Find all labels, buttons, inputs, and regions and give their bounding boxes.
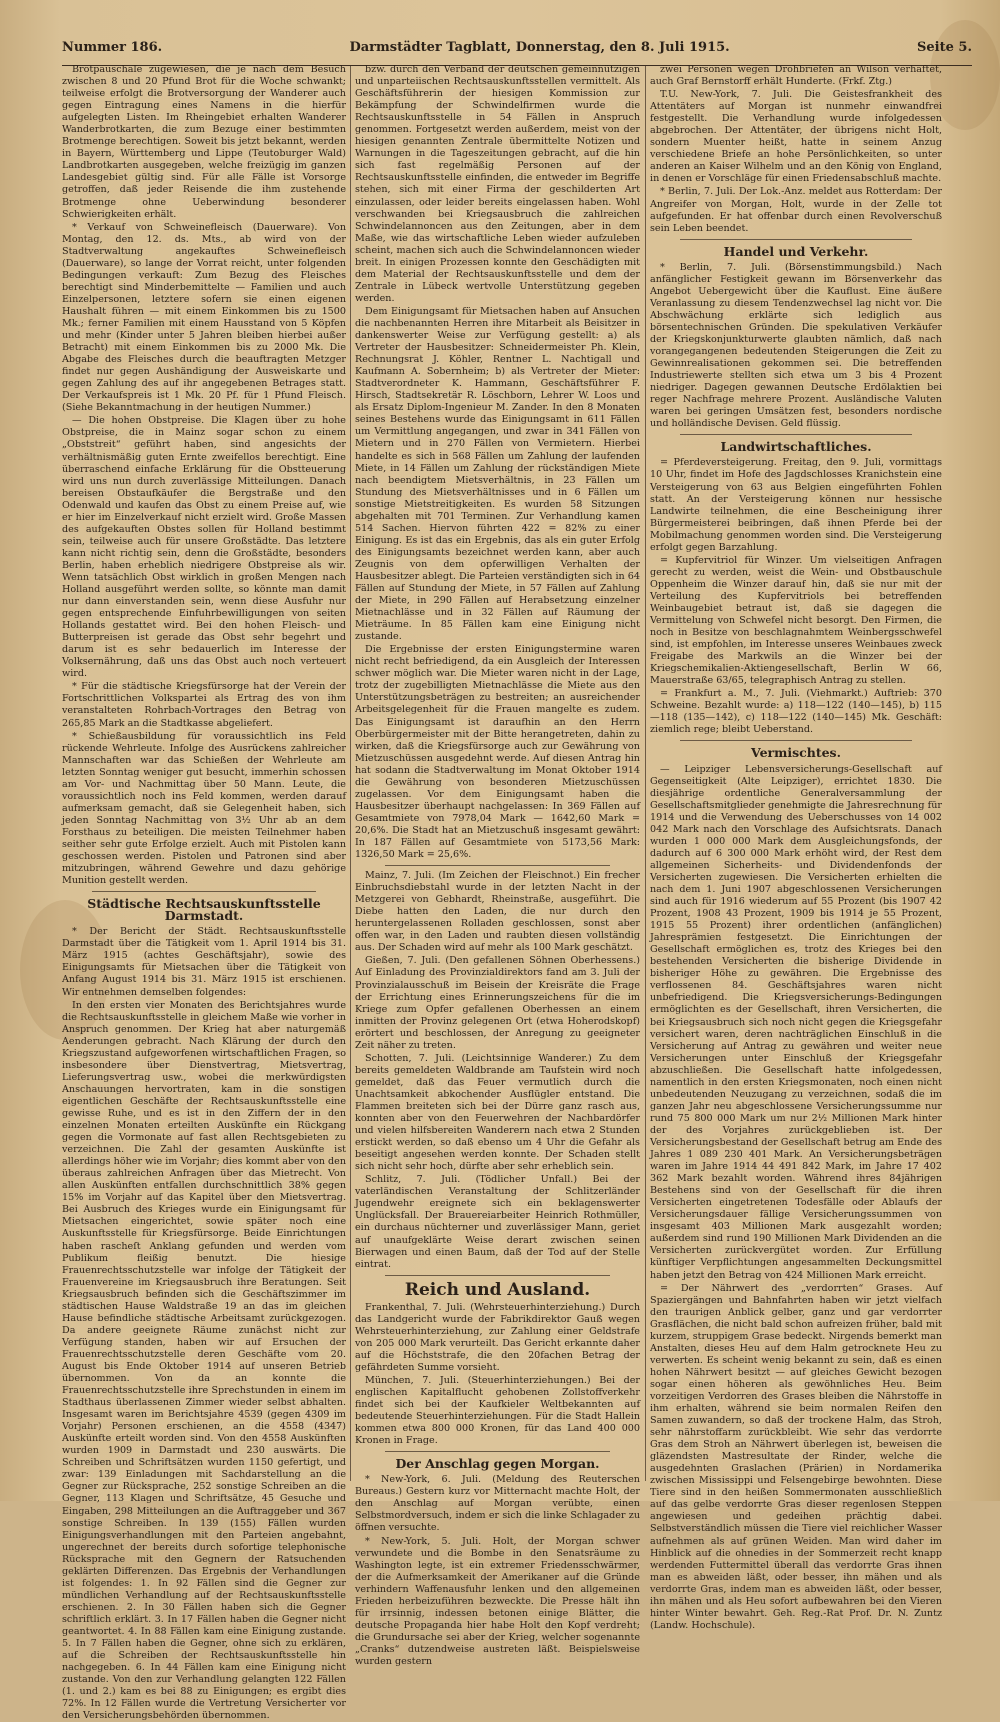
page-header [62,40,972,66]
section-heading: Landwirtschaftliches. [720,439,872,455]
article-paragraph: * New-York, 5. Juli. Holt, der Morgan schwer verwundete und die Bombe in den Senatsräume zu Washington legte, ist ein extremer Friedensschwärmer, der die Aufmerksamkeit der Amerikaner auf die Gründe verhindern Waffenausfuhr lenken und den allgemeinen Frieden herbeizuführen bezweckte. Die Presse hält ihn für irrsinnig, indessen betonen einige Blätter, die deutsche Propaganda hier habe Holt den Kopf verdreht; die Grundursache sei aber der Krieg, welcher sogenannte „Cranks“ dutzendweise austreten läßt. Beispielsweise wurden gestern [355,1535,640,1667]
article-paragraph: Gießen, 7. Juli. (Den gefallenen Söhnen Oberhessens.) Auf Einladung des Provinzialdirektors fand am 3. Juli der Provinzialausschuß im Beisein der Kreisräte die Frage der Errichtung eines Erinnerungszeichens für die im Kriege zum Opfer gefallenen Oberhessen an einem inmitten der Provinz gelegenen Ort (etwa Hoherodskopf) erörtert und beschlossen, der Anregung zu geeigneter Zeit näher zu treten. [355,955,640,1051]
article-paragraph: Schotten, 7. Juli. (Leichtsinnige Wanderer.) Zu dem bereits gemeldeten Waldbrande am Taufstein wird noch gemeldet, daß das Feuer vermutlich durch die Unachtsamkeit abkochender Ausflügler entstand. Die Flammen breiteten sich bei der Dürre ganz rasch aus, konnten aber von den Feuerwehren der Nachbardörfer und vielen hilfsbereiten Wanderern nach etwa 2 Stunden erstickt werden, so daß ebenso um 4 Uhr die Gefahr als beseitigt angesehen werden konnte. Der Schaden stellt sich nicht sehr hoch, dürfte aber sehr erheblich sein. [355,1052,640,1173]
article-paragraph: bzw. durch den Verband der deutschen gemeinnützigen und unparteiischen Rechtsauskunftsstellen vermittelt. Als Geschäftsführerin der hiesigen Kommission zur Bekämpfung der Schwindelfirmen wurde die Rechtsauskunftsstelle in 54 Fällen in Anspruch genommen. Fortgesetzt werden außerdem, meist von der hiesigen genannten Zentrale übermittelte Notizen und Warnungen in die Tageszeitungen gebracht, auf die hin sich fast regelmäßig Personen auf der Rechtsauskunftsstelle einfinden, die entweder im Begriffe stehen, sich mit einer Firma der geschilderten Art einzulassen, oder leider bereits eingelassen haben. Wohl verschwanden bei Kriegsausbruch die zahlreichen Schwindelannoncen aus den Zeitungen, aber in dem Maße, wie das wirtschaftliche Leben wieder aufzuleben scheint, machen sich auch die Schwindelannoncen wieder breit. In einigen Prozessen konnte den Geschädigten mit dem Material der Rechtsauskunftsstelle und dem der Zentrale in Lübeck wertvolle Unterstützung gegeben werden. [355,64,640,304]
section-heading: Der Anschlag gegen Morgan. [395,1456,600,1472]
article-paragraph: * Der Bericht der Städt. Rechtsauskunftsstelle Darmstadt über die Tätigkeit vom 1. April 1914 bis 31. März 1915 (achtes Geschäftsjahr), sowie des Einigungsamts für Mietsachen über die Tätigkeit von Anfang August 1914 bis 31. März 1915 ist erschienen. Wir entnehmen demselben folgendes: [62,926,346,998]
article-paragraph: In den ersten vier Monaten des Berichtsjahres wurde die Rechtsauskunftsstelle in gleichem Maße wie vorher in Anspruch genommen. Der Krieg hat aber naturgemäß Aenderungen gebracht. Nach Klärung der durch den Kriegszustand aufgeworfenen wirtschaftlichen Fragen, so insbesondere über Dienstvertrag, Mietsvertrag, Lieferungsvertrag usw., wobei die merkwürdigsten Anschauungen hervortraten, kam in die sonstigen eigentlichen Geschäfte der Rechtsauskunftsstelle eine gewisse Ruhe, und es ist in den Ziffern der in den einzelnen Monaten erteilten Auskünfte ein Rückgang gegen die Vormonate auf fast allen Rechtsgebieten zu verzeichnen. Die Zahl der gesamten Auskünfte ist allerdings höher wie im Vorjahr; dies kommt aber von den überaus zahlreichen Anfragen über das Mietrecht. Von allen Auskünften entfallen durchschnittlich 38% gegen 15% im Vorjahr auf das Kapitel über den Mietsvertrag. Bei Ausbruch des Krieges wurde ein Einigungsamt für Mietsachen eingerichtet, sowie später noch eine Auskunftsstelle für Kriegsfürsorge. Beide Einrichtungen haben rascheſt Anklang gefunden und werden vom Publikum fleißig benutzt. Die hiesige Frauenrechtsschutzstelle war infolge der Tätigkeit der Frauenvereine im Kriegsausbruch ihre Beratungen. Seit Kriegsausbruch befinden sich die Geschäftszimmer im städtischen Hause Waldstraße 19 an das im gleichen Hause befindliche städtische Arbeitsamt zurückgezogen. Da andere geeignete Räume zunächst nicht zur Verfügung standen, haben wir auf Ersuchen der Frauenrechtsschutzstelle deren Geschäfte vom 20. August bis Ende Oktober 1914 auf unseren Betrieb übernommen. Von da an konnte die Frauenrechtsschutzstelle ihre Sprechstunden in einem im Stadthaus überlassenen Zimmer wieder selbst abhalten. Insgesamt waren im Berichtsjahre 4539 (gegen 4309 im Vorjahr) Personen erschienen, an die 4558 (4347) Auskünfte erteilt worden sind. Von den 4558 Auskünften wurden 1909 in Darmstadt und 230 auswärts. Die Schreiben und Schriftsätzen wurden 1150 gefertigt, und zwar: 139 Einladungen mit Sachdarstellung an die Gegner zur Rücksprache, 252 sonstige Schreiben an die Gegner, 113 Klagen und Schriftsätze, 45 Gesuche und Eingaben, 298 Mitteilungen an die Auftraggeber und 367 sonstige Schreiben. In 139 (155) Fällen wurden Einigungsverhandlungen mit den Parteien angebahnt, ungerechnet der bereits durch sofortige telephonische Rücksprache mit den Gegnern der Ratsuchenden geklärten Differenzen. Das Ergebnis der Verhandlungen ist folgendes: 1. In 92 Fällen sind die Gegner zur mündlichen Verhandlung auf der Rechtsauskunftsstelle erschienen. 2. In 30 Fällen haben sich die Gegner schriftlich erklärt. 3. In 17 Fällen haben die Gegner nicht geantwortet. 4. In 88 Fällen kam eine Einigung zustande. 5. In 7 Fällen haben die Gegner, ohne sich zu erklären, auf die Schreiben der Rechtsauskunftsstelle hin nachgegeben. 6. In 44 Fällen kam eine Einigung nicht zustande. Von den zur Verhandlung gelangten 122 Fällen (1. und 2.) kam es bei 88 zu Einigungen; es ergibt dies 72%. In 12 Fällen wurde die Vertretung Versicherter vor den Versicherungsbehörden übernommen. [62,999,346,1722]
article-paragraph: Schlitz, 7. Juli. (Tödlicher Unfall.) Bei der vaterländischen Veranstaltung der Schlitzerländer Jugendwehr ereignete sich ein beklagenswerter Unglücksfall. Der Brauereiarbeiter Heinrich Rothmüller, ein durchaus nüchterner und zuverlässiger Mann, geriet auf unaufgeklärte Weise derart zwischen seinen Bierwagen und einen Baum, daß der Tod auf der Stelle eintrat. [355,1174,640,1270]
article-paragraph: — Die hohen Obstpreise. Die Klagen über zu hohe Obstpreise, die in Mainz sogar schon zu einem „Obststreit“ geführt haben, sind angesichts der verhältnismäßig guten Ernte zweifellos berechtigt. Eine überraschend einfache Erklärung für die Obstteuerung wird uns nun durch zuverlässige Mitteilungen. Danach bereisen Obstaufkäufer die Bergstraße und den Odenwald und kaufen das Obst zu einem Preise auf, wie er hier im Einzelverkauf nicht erzielt wird. Große Massen des aufgekauften Obstes sollen für Holland bestimmt sein, teilweise auch für unsere Großstädte. Das letztere kann nicht richtig sein, denn die Großstädte, besonders Berlin, haben erheblich niedrigere Obstpreise als wir. Wenn tatsächlich Obst wirklich in großen Mengen nach Holland ausgeführt werden sollte, so könnte man damit nur dann einverstanden sein, wenn diese Ausfuhr nur gegen entsprechende Einfuhrbewilligungen von seiten Hollands gestattet wird. Bei den hohen Fleisch- und Butterpreisen ist gerade das Obst sehr begehrt und darum ist es sehr bedauerlich im Interesse der Volksernährung, daß uns das Obst auch noch verteuert wird. [62,415,346,680]
divider [680,239,912,240]
article-paragraph: Dem Einigungsamt für Mietsachen haben auf Ansuchen die nachbenannten Herren ihre Mitarbeit als Beisitzer in dankenswerter Weise zur Verfügung gestellt: a) als Vertreter der Hausbesitzer: Schneidermeister Ph. Klein, Rechnungsrat J. Köhler, Rentner L. Nachtigall und Kaufmann A. Sobernheim; b) als Vertreter der Mieter: Stadtverordneter K. Hammann, Geschäftsführer F. Hirsch, Stadtsekretär R. Löschborn, Lehrer W. Loos und als Ersatz Diplom-Ingenieur M. Zander. In den 8 Monaten seines Bestehens wurde das Einigungsamt in 611 Fällen um Vermittlung angegangen, und zwar in 341 Fällen von Mietern und in 270 Fällen von Vermietern. Hierbei handelte es sich in 568 Fällen um Zahlung der laufenden Miete, in 14 Fällen um Zahlung der rückständigen Miete nach beendigtem Mietsverhältnis, in 23 Fällen um Stundung des Mietsverhältnisses und in 6 Fällen um sonstige Mietstreitigkeiten. Es wurden 58 Sitzungen abgehalten mit 701 Terminen. Zur Verhandlung kamen 514 Sachen. Hiervon führten 422 = 82% zu einer Einigung. Es ist das ein Ergebnis, das als ein guter Erfolg des Einigungsamts bezeichnet werden kann, aber auch Zeugnis von dem opferwilligen Verhalten der Hausbesitzer ablegt. Die Parteien verständigten sich in 64 Fällen auf Stundung der Miete, in 57 Fällen auf Zahlung der Miete, in 290 Fällen auf Herabsetzung einzelner Mietnachlässe und in 32 Fällen auf Räumung der Mieträume. In 85 Fällen kam eine Einigung nicht zustande. [355,305,640,643]
divider [680,740,912,741]
article-paragraph: Brotpauschale zugewiesen, die je nach dem Besuch zwischen 8 und 20 Pfund Brot für die Woche schwankt; teilweise erfolgt die Brotversorgung der Wanderer auch gegen Eintragung eines Namens in die hierfür aufgelegten Listen. Im Rheingebiet erhalten Wanderer Wanderbrotkarten, die zum Bezuge einer bestimmten Brotmenge berechtigen. Soweit bis jetzt bekannt, werden in Bayern, Württemberg und Lippe (Teutoburger Wald) Landbrotkarten ausgegeben, welche freizügig im ganzen Landesgebiet gültig sind. Für alle Fälle ist Vorsorge getroffen, daß jeder Reisende die ihm zustehende Brotmenge ohne Ueberwindung besonderer Schwierigkeiten erhält. [62,64,346,220]
article-paragraph: * New-York, 6. Juli. (Meldung des Reuterschen Bureaus.) Gestern kurz vor Mitternacht machte Holt, der den Anschlag auf Morgan verübte, einen Selbstmordversuch, indem er sich die linke Schlagader zu öffnen versuchte. [355,1474,640,1534]
article-paragraph: * Berlin, 7. Juli. (Börsenstimmungsbild.) Nach anfänglicher Festigkeit gewann im Börsenverkehr das Angebot Uebergewicht über die Kauflust. Eine äußere Veranlassung zu diesem Tendenzwechsel lag nicht vor. Die Abschwächung erklärte sich lediglich aus börsentechnischen Gründen. Die spekulativen Verkäufer der Kriegskonjunkturwerte glaubten nämlich, daß nach vorangegangenen bedeutenden Steigerungen die Zeit zu Gewinnrealisationen gekommen sei. Die betreffenden Industriewerte stellten sich etwa um 3 bis 4 Prozent niedriger. Dagegen gewannen Deutsche Erdölaktien bei reger Nachfrage mehrere Prozent. Ausländische Valuten waren bei geringen Umsätzen fest, besonders nordische und holländische Devisen. Geld flüssig. [650,261,942,430]
article-paragraph: = Der Nährwert des „verdorrten“ Grases. Auf Spaziergängen und Bahnfahrten haben wir jetzt vielfach den traurigen Anblick gelber, ganz und gar verdorrter Grasflächen, die nicht bald schon aufreizen früher, bald mit kurzem, struppigem Grase bedeckt. Nirgends bemerkt man Anstalten, dieses Heu auf dem Halm getrocknete Heu zu verwerten. Es scheint wenig bekannt zu sein, daß es einen hohen Nährwert besitzt — auf gleiches Gewicht bezogen sogar einen höheren als gewöhnliches Heu. Beim vorzeitigen Verdorren des Grases bleiben die Nährstoffe in ihm erhalten, während sie beim normalen Reifen den Samen zuwandern, so daß der trockene Halm, das Stroh, sehr nährstoffarm zurückbleibt. Wie sehr das verdorrte Gras dem Stroh an Nährwert überlegen ist, beweisen die gläzendsten Mastresultate der Rinder, welche die ausgedehnten Graslachen (Prärien) in Nordamerika zwischen Mississippi und Felsengebirge bewohnten. Diese Tiere sind in den heißen Sommermonaten ausschließlich auf das gelbe verdorrte Gras dieser regenlosen Steppen angewiesen und gedeihen prächtig dabei. Selbstverständlich müssen die Tiere viel reichlicher Wasser aufnehmen als auf grünen Weiden. Man wird daher im Hinblick auf die ohnedies in der Sommerzeit recht knapp werdenden Futtermittel überall das verdorrte Gras ihnen man es abweiden läßt, oder besser, ihn mähen und als verdorrte Gras, indem man es abweiden läßt, oder besser, ihn mähen und als Heu sofort aufbewahren bei den Vieren hinter Winter bewahrt. Geh. Reg.-Rat Prof. Dr. N. Zuntz (Landw. Hochschule). [650,1282,942,1631]
column-2 [355,64,640,1667]
article-paragraph: * Berlin, 7. Juli. Der Lok.-Anz. meldet aus Rotterdam: Der Angreifer von Morgan, Holt, wurde in der Zelle tot aufgefunden. Er hat offenbar durch einen Revolverschuß sein Leben beendet. [650,186,942,234]
divider [385,865,610,866]
divider [385,1451,610,1452]
article-paragraph: — Leipziger Lebensversicherungs-Gesellschaft auf Gegenseitigkeit (Alte Leipziger), errichtet 1830. Die diesjährige ordentliche Generalversammlung der Gesellschaftsmitglieder genehmigte die Jahresrechnung für 1914 und die Verwendung des Ueberschusses von 14 002 042 Mark nach den Vorschlage des Aufsichtsrats. Danach wurden 1 000 000 Mark dem Ausgleichungsfonds, der dadurch auf 6 300 000 Mark erhöht wird, der Rest dem allgemeinen Sicherheits- und Dividendenfonds der Versicherten zugewiesen. Die Versicherten erhielten die nach dem 1. Juni 1907 abgeschlossenen Versicherungen sind auch für 1916 wiederum auf 55 Prozent (bis 1907 42 Prozent, 1908 43 Prozent, 1909 bis 1914 je 55 Prozent, 1915 55 Prozent) ihrer ordentlichen (anfänglichen) Jahresprämien festgesetzt. Die Einrichtungen der Gesellschaft ermöglichen es, trotz des Krieges bei den bestehenden Versicherten die bisherige Dividende in bisheriger Höhe zu gewähren. Die Ergebnisse des verflossenen 84. Geschäftsjahres waren nicht unbefriedigend. Die Kriegsversicherungs-Bedingungen ermöglichten es der Gesellschaft, ihren Versicherten, die bei Kriegsausbruch sich noch nicht gegen die Kriegsgefahr versichert waren, deren nachträglichen Einschluß in die Versicherung auf Antrag zu gewähren und weiter neue Versicherungen unter Einschluß der Kriegsgefahr abzuschließen. Die Gesellschaft hatte infolgedessen, namentlich in den ersten Kriegsmonaten, noch einen nicht unbedeutenden Neuzugang zu verzeichnen, sodaß die im ganzen Jahr neu abgeschlossene Versicherungssumme nur rund 75 800 000 Mark um nur 2½ Millionen Mark hinter der des Vorjahres zurückgeblieben ist. Der Versicherungsbestand der Gesellschaft betrug am Ende des Jahres 1 089 230 401 Mark. An Versicherungsbeträgen waren im Jahre 1914 44 491 842 Mark, im Jahre 17 402 362 Mark bezahlt worden. Während ihres 84jährigen Bestehens sind von der Gesellschaft für die ihren Versicherten eingetretenen Todesfälle oder Ablaufs der Versicherungsdauer fällige Versicherungssummen von insgesamt 403 Millionen Mark ausgezahlt worden; außerdem sind rund 190 Millionen Mark Dividenden an die Versicherten zurückvergütet worden. Zur Erfüllung künftiger Verpflichtungen angesammelten Deckungsmittel haben jetzt den Betrag von 424 Millionen Mark erreicht. [650,763,942,1281]
page-number: Seite 5. [917,40,972,55]
masthead-title: Darmstädter Tagblatt, Donnerstag, den 8. Juli 1915. [349,40,730,55]
article-paragraph: Mainz, 7. Juli. (Im Zeichen der Fleischnot.) Ein frecher Einbruchsdiebstahl wurde in der letzten Nacht in der Metzgerei von Gebhardt, Rheinstraße, ausgeführt. Die Diebe hatten den Laden, die nur durch den heruntergelassenen Rolladen geschlossen, sonst aber offen war, in den Laden und raubten diesen vollständig aus. Der Schaden wird auf mehr als 100 Mark geschätzt. [355,870,640,954]
divider [92,891,316,892]
section-heading: Städtische Rechtsauskunftsstelle Darmstadt. [87,896,321,924]
article-paragraph: Frankenthal, 7. Juli. (Wehrsteuerhinterziehung.) Durch das Landgericht wurde der Fabrikdirektor Gauß wegen Wehrsteuerhinterziehung, zur Zahlung einer Geldstrafe von 205 000 Mark verurteilt. Das Gericht erkannte daher auf die Höchststrafe, die den 20fachen Betrag der gefährdeten Summe vorsieht. [355,1301,640,1373]
section-heading: Vermischtes. [751,745,841,761]
column-rule [350,66,351,1481]
article-paragraph: = Kupfervitriol für Winzer. Um vielseitigen Anfragen gerecht zu werden, weist die Wein- und Obstbauschule Oppenheim die Winzer darauf hin, daß sie nur mit der Verteilung des Kupfervitriols bei betreffenden Weinbaugebiet betraut ist, daß sie dagegen die Vermittelung von Schwefel nicht besorgt. Den Firmen, die noch in Besitze von beschlagnahmtem Weinbergsschwefel sind, ist empfohlen, im Interesse unseres Weinbaues zweck Freigabe des Markwils an die Winzer bei der Kriegschemikalien-Aktiengesellschaft, Berlin W 66, Mauerstraße 63/65, telegraphisch Antrag zu stellen. [650,554,942,687]
issue-number: Nummer 186. [62,40,163,55]
article-paragraph: zwei Personen wegen Drohbriefen an Wilson verhaftet, auch Graf Bernstorff erhält Hunderte. (Frkf. Ztg.) [650,64,942,88]
article-paragraph: = Pferdeversteigerung. Freitag, den 9. Juli, vormittags 10 Uhr, findet im Hofe des Jagdschlosses Kranichstein eine Versteigerung von 63 aus Belgien eingeführten Fohlen statt. An der Versteigerung können nur hessische Landwirte teilnehmen, die eine Bescheinigung ihrer Bürgermeisterei beibringen, daß ihnen Pferde bei der Mobilmachung genommen worden sind. Die Versteigerung erfolgt gegen Barzahlung. [650,457,942,553]
article-paragraph: München, 7. Juli. (Steuerhinterziehungen.) Bei der englischen Kapitalflucht gehobenen Zollstoffverkehr findet sich bei der Kaufkieler Weltbekannten auf bedeutende Steuerhinterziehungen. Für die Stadt Hallein kommen etwa 800 000 Kronen, für das Land 400 000 Kronen in Frage. [355,1374,640,1447]
column-3 [650,64,942,1631]
section-heading: Reich und Ausland. [404,1279,591,1300]
column-1 [62,64,346,1722]
article-paragraph: * Verkauf von Schweinefleisch (Dauerware). Von Montag, den 12. ds. Mts., ab wird von der Stadtverwaltung angekauftes Schweinefleisch (Dauerware), so lange der Vorrat reicht, unter folgenden Bedingungen verkauft: Zum Bezug des Fleisches berechtigt sind Minderbemittelte — Familien und auch Einzelpersonen, letztere sofern sie einen eigenen Haushalt führen — mit einem Einkommen bis zu 1500 Mk.; ferner Familien mit einem Hausstand von 5 Köpfen und mehr (Kinder unter 5 Jahren bleiben hierbei außer Betracht) mit einem Einkommen bis zu 2000 Mk. Die Abgabe des Fleisches durch die beauftragten Metzger findet nur gegen Aushändigung der Ausweiskarte und gegen Zahlung des auf ihr angegebenen Betrages statt. Der Verkaufspreis ist 1 Mk. 20 Pf. für 1 Pfund Fleisch. (Siehe Bekanntmachung in der heutigen Nummer.) [62,221,346,414]
article-paragraph: Die Ergebnisse der ersten Einigungstermine waren nicht recht befriedigend, da ein Ausgleich der Interessen schwer möglich war. Die Mieter waren nicht in der Lage, trotz der zugebilligten Mietnachlässe die Miete aus den Unterstützungsbeträgen zu bestreiten; an ausreichender Arbeitsgelegenheit für die Frauen mangelte es zudem. Das Einigungsamt ist daraufhin an den Herrn Oberbürgermeister mit der Bitte herangetreten, dahin zu wirken, daß die Kriegsfürsorge auch zur Gewährung von Mietzuschüssen ausgedehnt werde. Auf diesen Antrag hin hat sodann die Stadtverwaltung im Monat Oktober 1914 die Gewährung von besonderen Mietzuschüssen zugelassen. Vor dem Einigungsamt haben die Hausbesitzer überhaupt nachgelassen: In 369 Fällen auf Gesamtmiete von 7978,04 Mark — 1642,60 Mark = 20,6%. Die Stadt hat an Mietzuschuß insgesamt gewährt: In 187 Fällen auf Gesamtmiete von 5173,56 Mark: 1326,50 Mark = 25,6%. [355,644,640,861]
divider [680,434,912,435]
article-paragraph: * Schießausbildung für voraussichtlich ins Feld rückende Wehrleute. Infolge des Ausrückens zahlreicher Mannschaften war das Schießen der Wehrleute am letzten Sonntag weniger gut besucht, immerhin schossen am Vor- und Nachmittag über 50 Mann. Leute, die voraussichtlich noch ins Feld kommen, werden darauf aufmerksam gemacht, daß sie Gelegenheit haben, sich jeden Sonntag Nachmittag von 3½ Uhr ab an dem Forsthaus zu beteiligen. Die meisten Teilnehmer haben seither sehr gute Erfolge erzielt. Auch mit Pistolen kann geschossen werden. Pistolen und Patronen sind aber mitzubringen, während Gewehre und dazu gehörige Munition gestellt werden. [62,730,346,887]
section-heading: Handel und Verkehr. [723,243,869,259]
article-paragraph: * Für die städtische Kriegsfürsorge hat der Verein der Fortschrittlichen Volkspartei als Ertrag des von ihm veranstalteten Rohrbach-Vortrages den Betrag von 265,85 Mark an die Stadtkasse abgeliefert. [62,681,346,729]
divider [385,1275,610,1276]
article-paragraph: T.U. New-York, 7. Juli. Die Geistesfrankheit des Attentäters auf Morgan ist nunmehr einwandfrei festgestellt. Die Verhandlung wurde infolgedessen abgebrochen. Der Attentäter, der übrigens nicht Holt, sondern Muenter heißt, hatte in seinem Anzug verschiedene Briefe an hohe Persönlichkeiten, so unter anderen an Kaiser Wilhelm und an den König von England, in denen er Vorschläge für einen Friedensabschluß machte. [650,89,942,185]
article-paragraph: = Frankfurt a. M., 7. Juli. (Viehmarkt.) Auftrieb: 370 Schweine. Bezahlt wurde: a) 118—122 (140—145), b) 115—118 (135—142), c) 118—122 (140—145) Mk. Geschäft: ziemlich rege; bleibt Ueberstand. [650,688,942,736]
column-rule [645,66,646,1481]
